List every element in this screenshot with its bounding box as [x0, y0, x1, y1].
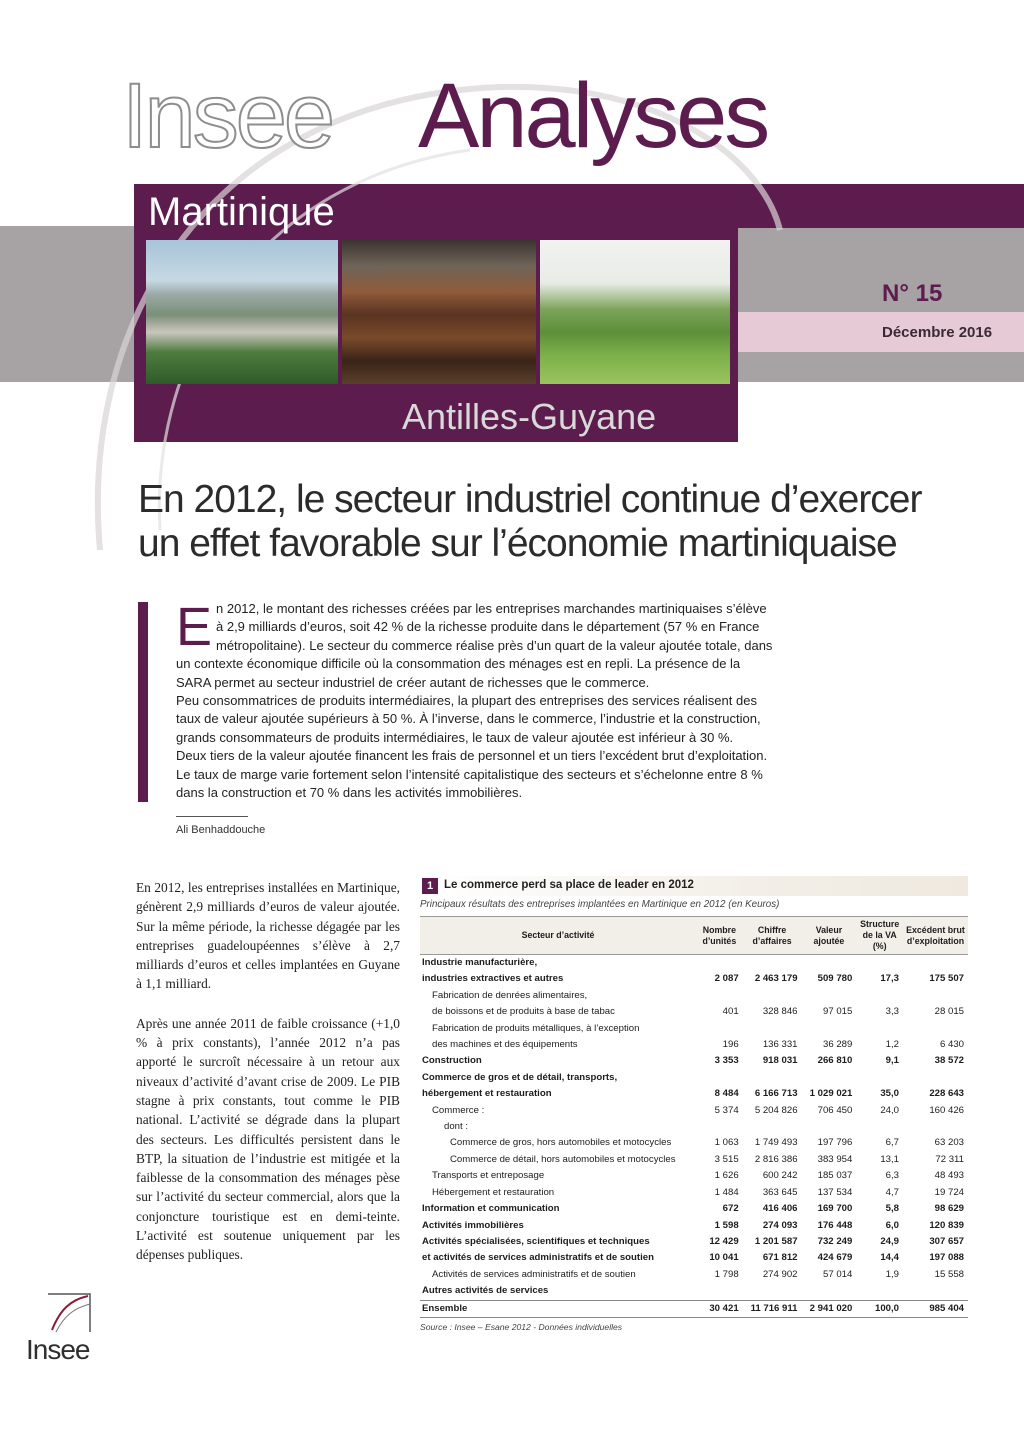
body-paragraph: En 2012, les entreprises installées en Martinique, génèrent 2,9 milliards d’euros de valeur ajoutée. Sur la même période, la richesse dégagée par les entreprises guadeloupéennes s’élève à 2,7 milliards d’euros et celles implantées en Guyane à 1,1 milliard. — [136, 880, 400, 992]
table-cell: 706 450 — [817, 1104, 853, 1116]
table-row — [420, 1267, 968, 1283]
table-cell: 274 093 — [762, 1219, 798, 1231]
table-cell: 6 166 713 — [754, 1088, 798, 1100]
lead-accent-bar — [138, 602, 148, 802]
table-body — [420, 955, 968, 1301]
table-cell: Activités spécialisées, scientifiques et techniques — [422, 1235, 650, 1247]
table-cell — [856, 1070, 903, 1086]
lead-line: n 2012, le montant des richesses créées par les entreprises marchandes martiniquaises s’élève — [216, 601, 767, 616]
table-cell: Construction — [422, 1055, 482, 1067]
table-row — [420, 1119, 968, 1135]
table-subtitle: Principaux résultats des entreprises implantées en Martinique en 2012 (en Keuros) — [420, 899, 780, 910]
table-cell — [802, 988, 857, 1004]
table-cell: 63 203 — [934, 1137, 964, 1149]
author-divider — [176, 816, 248, 817]
table-cell: 1 798 — [714, 1268, 739, 1280]
table-cell: 4,7 — [885, 1186, 899, 1198]
table-cell — [802, 1283, 857, 1300]
table-cell: 1,2 — [885, 1039, 899, 1051]
table-cell: Transports et entreposage — [432, 1170, 545, 1182]
brand-insee-logo: Insee — [122, 65, 333, 167]
table-cell: 97 015 — [822, 1006, 853, 1018]
table-header-band — [420, 876, 968, 896]
table-row — [420, 1053, 968, 1069]
table-cell — [696, 1070, 743, 1086]
lead-line: Deux tiers de la valeur ajoutée financent les frais de personnel et un tiers l’excédent brut d’exploitation. — [176, 748, 768, 764]
table-cell: 2 463 179 — [754, 973, 798, 985]
table-cell — [743, 955, 802, 972]
table-cell: 2 087 — [714, 973, 739, 985]
table-cell: 13,1 — [880, 1153, 899, 1165]
table-cell: et activités de services administratifs et de soutien — [422, 1252, 654, 1264]
table-cell — [856, 988, 903, 1004]
table-column-header: Secteur d’activité — [420, 917, 696, 955]
table-cell: 120 839 — [929, 1219, 964, 1231]
insee-mark-icon — [46, 1290, 92, 1334]
table-cell — [903, 1021, 968, 1037]
table-cell: 136 331 — [762, 1039, 798, 1051]
table-cell: Industrie manufacturière, — [422, 957, 538, 968]
table-cell: 28 015 — [934, 1006, 964, 1018]
photo-harbour — [146, 240, 338, 384]
table-row — [420, 1250, 968, 1266]
insee-footer-logo — [26, 1290, 112, 1370]
table-cell — [696, 955, 743, 972]
table-cell: Commerce de gros et de détail, transports, — [422, 1071, 618, 1083]
table-cell: 175 507 — [929, 973, 964, 985]
table-row — [420, 1135, 968, 1151]
table-cell: 1 626 — [714, 1170, 739, 1182]
table-total-row — [420, 1300, 968, 1317]
results-table — [420, 916, 968, 1318]
table-cell — [903, 1070, 968, 1086]
table-cell — [696, 1021, 743, 1037]
table-cell: 1 598 — [714, 1219, 739, 1231]
table-cell — [903, 955, 968, 972]
table-title: Le commerce perd sa place de leader en 2012 — [444, 879, 694, 891]
table-cell — [903, 1283, 968, 1300]
table-cell: 985 404 — [903, 1300, 968, 1317]
table-cell — [743, 988, 802, 1004]
table-cell: hébergement et restauration — [422, 1088, 552, 1100]
article-title — [138, 478, 998, 566]
table-cell: 24,0 — [880, 1104, 899, 1116]
table-cell: 14,4 — [880, 1252, 899, 1264]
table-cell: Fabrication de produits métalliques, à l’exception — [432, 1022, 640, 1034]
table-cell — [802, 1021, 857, 1037]
lead-dropcap: E — [176, 597, 213, 657]
table-cell: 36 289 — [822, 1039, 853, 1051]
table-cell: 401 — [722, 1006, 739, 1018]
table-row — [420, 1185, 968, 1201]
table-cell: 3 515 — [714, 1153, 739, 1165]
table-cell: 160 426 — [929, 1104, 964, 1116]
table-cell: 509 780 — [817, 973, 853, 985]
table-cell: 383 954 — [817, 1153, 853, 1165]
table-cell: 57 014 — [822, 1268, 853, 1280]
table-cell — [696, 1119, 743, 1135]
author-name: Ali Benhaddouche — [176, 824, 266, 836]
table-column-header: Valeur ajoutée — [802, 917, 857, 955]
table-cell — [903, 1119, 968, 1135]
table-cell: 1,9 — [885, 1268, 899, 1280]
table-cell: 228 643 — [929, 1088, 964, 1100]
table-cell: Commerce : — [432, 1104, 485, 1116]
table-cell: 72 311 — [935, 1153, 964, 1165]
table-cell: 671 812 — [762, 1252, 798, 1264]
photo-market — [342, 240, 536, 384]
table-cell: 5 204 826 — [754, 1104, 798, 1116]
table-cell — [802, 1119, 857, 1135]
table-row — [420, 1070, 968, 1086]
table-column-header: Nombre d’unités — [696, 917, 743, 955]
table-row — [420, 1152, 968, 1168]
region-label: Martinique — [148, 190, 335, 234]
table-cell: des machines et des équipements — [432, 1039, 578, 1051]
table-cell: 9,1 — [885, 1055, 899, 1067]
lead-line: Peu consommatrices de produits intermédiaires, la plupart des entreprises des services réalisent des — [176, 693, 757, 709]
lead-line: SARA permet au secteur industriel de créer autant de richesses que le commerce. — [176, 674, 650, 690]
table-row — [420, 1168, 968, 1184]
table-cell: 35,0 — [880, 1088, 899, 1100]
lead-line: dans la construction et 70 % dans les activités immobilières. — [176, 785, 523, 801]
table-cell — [802, 1070, 857, 1086]
table-cell: 424 679 — [817, 1252, 853, 1264]
table-cell: 672 — [722, 1203, 739, 1215]
lead-line: un contexte économique difficile où la consommation des ménages est en repli. La présence de la — [176, 656, 741, 672]
table-cell: dont : — [444, 1121, 469, 1133]
table-cell — [856, 1021, 903, 1037]
lead-line: taux de valeur ajoutée supérieurs à 50 %. À l’inverse, dans le commerce, l’industrie et la construction, — [176, 711, 761, 727]
table-cell: 6,7 — [885, 1137, 899, 1149]
table-cell: 5 374 — [714, 1104, 739, 1116]
table-cell: Ensemble — [420, 1300, 696, 1317]
body-paragraph: Après une année 2011 de faible croissance (+1,0 % à prix constants), l’année 2012 n’a pas apporté le surcroît nécessaire à un retour aux niveaux d’activité d’avant crise de 2009. Le PIB stagne à prix constants, tout comme le PIB national. L’activité se dégrade dans la plupart des secteurs. Les difficultés persistent dans le BTP, la situation de l’industrie est mitigée et la faiblesse de la consommation des ménages pèse sur l’activité du secteur commercial, alors que la conjoncture touristique est en demi-teinte. L’activité est soutenue uniquement par les dépenses publiques. — [136, 1015, 400, 1263]
table-number-badge: 1 — [422, 878, 438, 894]
table-row — [420, 971, 968, 987]
table-row — [420, 1234, 968, 1250]
table-cell: 19 724 — [934, 1186, 964, 1198]
table-cell: 732 249 — [817, 1235, 853, 1247]
table-cell: 328 846 — [762, 1006, 798, 1018]
table-cell: 1 029 021 — [809, 1088, 853, 1100]
table-cell: 3 353 — [714, 1055, 739, 1067]
table-cell: de boissons et de produits à base de tabac — [432, 1006, 615, 1018]
table-cell: Fabrication de denrées alimentaires, — [432, 989, 588, 1001]
table-header-row — [420, 917, 968, 955]
table-cell: 6,3 — [885, 1170, 899, 1182]
table-source: Source : Insee – Esane 2012 - Données individuelles — [420, 1321, 623, 1332]
table-row — [420, 1201, 968, 1217]
table-cell: 10 041 — [709, 1252, 739, 1264]
table-cell: 12 429 — [709, 1235, 739, 1247]
table-row — [420, 1086, 968, 1102]
table-cell — [743, 1070, 802, 1086]
table-row — [420, 1103, 968, 1119]
table-cell: 918 031 — [762, 1055, 798, 1067]
table-cell: 15 558 — [934, 1268, 964, 1280]
table-cell: 48 493 — [934, 1170, 964, 1182]
table-cell: 2 941 020 — [802, 1300, 857, 1317]
table-cell — [903, 988, 968, 1004]
table-cell — [856, 1283, 903, 1300]
table-cell: 5,8 — [885, 1203, 899, 1215]
table-cell: Commerce de gros, hors automobiles et motocycles — [450, 1137, 672, 1149]
table-cell: 6 430 — [939, 1039, 964, 1051]
brand-analyses-logo: Analyses — [418, 65, 768, 167]
issue-date: Décembre 2016 — [882, 324, 993, 341]
body-column — [136, 878, 400, 1285]
table-cell: 11 716 911 — [743, 1300, 802, 1317]
table-cell: Commerce de détail, hors automobiles et motocycles — [450, 1153, 676, 1165]
table-cell: 38 572 — [934, 1055, 964, 1067]
table-cell: industries extractives et autres — [422, 973, 564, 985]
table-cell: Activités de services administratifs et de soutien — [432, 1268, 636, 1280]
table-cell: 1 201 587 — [754, 1235, 798, 1247]
table-cell: 176 448 — [817, 1219, 853, 1231]
lead-line: grands consommateurs de produits intermédiaires, le taux de valeur ajoutée est inférieur à 30 %. — [176, 729, 734, 745]
table-cell: Hébergement et restauration — [432, 1186, 555, 1198]
table-row — [420, 1021, 968, 1037]
table-cell: 307 657 — [929, 1235, 964, 1247]
table-cell: Information et communication — [422, 1203, 560, 1215]
table-cell: 24,9 — [880, 1235, 899, 1247]
lead-line: métropolitaine). Le secteur du commerce réalise près d’un quart de la valeur ajoutée totale, dans — [216, 637, 773, 653]
table-cell: 197 088 — [929, 1252, 964, 1264]
table-cell: Autres activités de services — [422, 1285, 549, 1297]
table-row — [420, 1283, 968, 1300]
table-cell: 416 406 — [762, 1203, 798, 1215]
table-cell: 2 816 386 — [754, 1153, 798, 1165]
table-cell: 100,0 — [856, 1300, 903, 1317]
table-cell: 169 700 — [817, 1203, 853, 1215]
table-row — [420, 988, 968, 1004]
table-cell: 1 484 — [714, 1186, 739, 1198]
table-column-header: Excédent brut d’exploitation — [903, 917, 968, 955]
table-cell: 274 902 — [762, 1268, 798, 1280]
table-cell — [802, 955, 857, 972]
table-row — [420, 955, 968, 972]
lead-paragraph — [176, 597, 886, 802]
table-column-header: Structure de la VA (%) — [856, 917, 903, 955]
table-cell: 6,0 — [885, 1219, 899, 1231]
table-cell: 30 421 — [696, 1300, 743, 1317]
table-cell — [696, 988, 743, 1004]
article-title-line: En 2012, le secteur industriel continue d’exercer — [138, 478, 922, 521]
photo-fields — [540, 240, 730, 384]
table-cell: 17,3 — [880, 973, 899, 985]
table-column-header: Chiffre d’affaires — [743, 917, 802, 955]
table-figure — [420, 876, 968, 1332]
table-cell: 196 — [722, 1039, 739, 1051]
insee-footer-wordmark: Insee — [26, 1334, 90, 1365]
table-cell — [856, 955, 903, 972]
table-cell: 3,3 — [885, 1006, 899, 1018]
table-cell — [743, 1283, 802, 1300]
lead-line: à 2,9 milliards d’euros, soit 42 % de la richesse produite dans le département (57 % en France — [216, 619, 760, 635]
subregion-label: Antilles-Guyane — [402, 396, 657, 437]
table-cell: 1 749 493 — [754, 1137, 798, 1149]
table-cell: 197 796 — [817, 1137, 853, 1149]
table-cell: 98 629 — [934, 1203, 964, 1215]
table-cell: 1 063 — [714, 1137, 739, 1149]
table-cell: 8 484 — [714, 1088, 739, 1100]
table-cell: 363 645 — [762, 1186, 798, 1198]
table-row — [420, 1218, 968, 1234]
article-title-line: un effet favorable sur l’économie martiniquaise — [138, 522, 897, 565]
table-cell: Activités immobilières — [422, 1219, 524, 1231]
lead-line: Le taux de marge varie fortement selon l’intensité capitalistique des secteurs et s’échelonne entre 8 % — [176, 766, 763, 782]
issue-number: N° 15 — [882, 280, 943, 307]
table-cell — [743, 1021, 802, 1037]
table-cell: 185 037 — [817, 1170, 853, 1182]
table-cell — [743, 1119, 802, 1135]
table-cell: 600 242 — [762, 1170, 798, 1182]
table-cell: 137 534 — [817, 1186, 853, 1198]
table-cell — [696, 1283, 743, 1300]
table-cell — [856, 1119, 903, 1135]
table-cell: 266 810 — [817, 1055, 853, 1067]
table-row — [420, 1004, 968, 1020]
table-row — [420, 1037, 968, 1053]
